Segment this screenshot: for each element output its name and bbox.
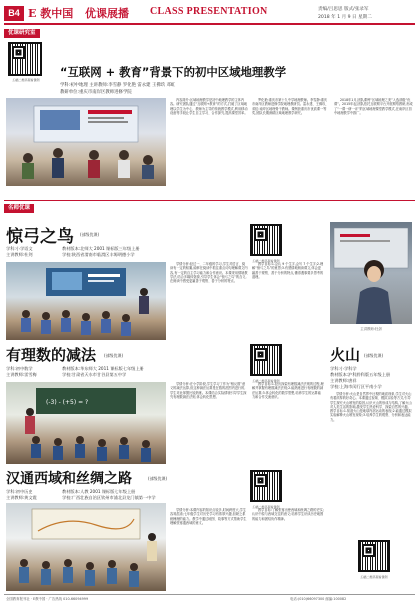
lesson-school: 学校:甘肃省天水市甘谷县第五中学: [62, 372, 127, 377]
lesson-badge: (部级优课): [148, 476, 168, 481]
qr-caption: 扫描二维码观看课例: [252, 259, 280, 263]
footer-left: 全国教育报刊社 · E教中国 · 广告热线 010-66094999: [6, 597, 89, 601]
footer-rule: [4, 594, 415, 595]
qr-caption: 扫描二维码观看课例: [360, 575, 388, 579]
section-divider: [4, 200, 415, 201]
editor-line: 责编/吕思思 版式/张录军: [318, 7, 369, 12]
lesson-objectives-text: 教学目标:1.会认 9 个生字,会写 7 个生字;2.理解“惊弓之鸟”的意思;3.有感情地朗读课文,体会更羸善于观察、善于分析的特点,懂得遇事要多思考的道理。: [252, 262, 324, 279]
lesson-textbook: 教材版本:北师大 2001 课标版三年级上册: [62, 246, 140, 251]
article-column-3: 2018年1月,团队课例“区域地理之美”入选部级“优课”。2015年起,团队依托互联网平台开展网络教研,形成了“一课一研一评”的区域地理课堂教学模式,在南岸区初中地理教学中推广。: [334, 98, 413, 115]
article-subject-line: 学科:初中地理 主讲教师:李雪静 罗化艳 雷永建 王佛玖 邓虹: [60, 83, 176, 88]
qr-caption: 扫描二维码观看课例: [252, 505, 280, 509]
teacher-portrait-caption: 主讲教师:杜剑: [360, 327, 382, 331]
lesson-badge: (部级优课): [364, 353, 384, 358]
date-line: 2018 年 1 月 9 日 星期二: [318, 15, 372, 20]
article-school-line: 教研单位:重庆市南岸区教师进修学院: [60, 90, 132, 95]
lesson-subject: 学科:小学科学: [330, 366, 357, 371]
svg-text:(-3) - (+5) = ?: (-3) - (+5) = ?: [46, 399, 89, 406]
lesson-photo-classroom: [6, 262, 166, 340]
lesson-title: 火山: [330, 346, 361, 364]
lesson-title: 有理数的减法: [6, 346, 97, 364]
lesson-objectives-text: 教学目标:1.经历探索有理数减法法则的过程,理解并掌握有理数减法法则;2.能熟练进行有理数的减法运算;3.体会转化的数学思想,培养学生的运算能力和合作交流意识。: [252, 382, 324, 399]
lesson-objectives-text: 教学目标:了解张骞出使西域和丝绸之路的史实;认识中原与西域交往的意义;培养学生识读历史地图的能力和团结协作精神。: [252, 508, 324, 521]
qr-code-icon[interactable]: [250, 470, 282, 502]
article-column-1: 内容简介:区域地理教学是初中地理教学的主体内容。研究团队通过“互联网+教育”的方式,打破了区域地理以学生为中心、教师为主导的传统教学模式,利用移动设备等手段让学生自主学习、合作探究,提高课堂效率。: [170, 98, 248, 115]
paper-name: E 教中国: [28, 7, 74, 20]
lesson-school: 学校:广西壮族自治区钦州市浦北县龙门镇第一中学: [62, 495, 156, 500]
section-tag-excellent: 优课研究室: [4, 29, 40, 38]
lesson-textbook: 教材版本:人教 2001 课标版七年级上册: [62, 489, 136, 494]
lesson-title: 惊弓之鸟: [6, 227, 74, 247]
article-column-2: 罗化艳:重庆市第十九中学地理教师。李雪静:重庆市南岸区教师进修学院地理教研员。雷永建、王佛玖、邓虹:南岸区地理骨干教师。课例获重庆市优质课一等奖,团队长期深耕区域地理教学研究。: [252, 98, 329, 115]
footer-right: 电话:(010)66097300 邮编:100082: [290, 597, 347, 601]
lesson-teacher: 主讲教师:杜剑: [6, 252, 33, 257]
qr-code-icon[interactable]: [8, 42, 42, 76]
lesson-photo-classroom: [6, 382, 166, 464]
page-code: B4: [4, 6, 24, 21]
section-tag-famous: 名师优课: [4, 204, 34, 213]
qr-code-icon[interactable]: [358, 540, 390, 572]
qr-caption: 扫描二维码观看课例: [252, 379, 280, 383]
lesson-analysis-text: 学情分析:本课内容的知识点较多,时间跨度大,学生容易混淆;七年级学生对历史学习有浓厚兴趣,但缺乏系统梳理的能力。教学中通过地图、故事等方式帮助学生理解张骞通西域的意义。: [170, 508, 247, 525]
masthead-rule: [4, 23, 415, 25]
lesson-analysis-text: 学情分析:在小学阶段,学生学习了作为“相反数”意义的减法运算,但这种减法运算是在数的范围内进行的,学生对此掌握比较熟练。本课结合实际情境引导学生探究有理数减法法则,体会转化思想。: [170, 382, 247, 399]
lesson-subject: 学科:初中历史: [6, 489, 33, 494]
lesson-badge: (部级优课): [104, 353, 124, 358]
column-name-cn: 优课展播: [85, 7, 129, 20]
article-title: “互联网 + 教育”背景下的初中区域地理教学: [60, 65, 287, 79]
column-name-en: CLASS PRESENTATION: [150, 6, 268, 17]
lesson-title: 汉通西域和丝绸之路: [6, 471, 132, 487]
lesson-photo-classroom: [6, 503, 166, 591]
lesson-body-text: 学情分析:火山是自然界中壮观的地质现象,学生对火山有着浓厚的好奇心。本课通过视频、模拟实验等方式,引导学生探究火山喷发的原因,认识火山的形成与结构,了解火山对人类生活的影响,激发学生热爱科学、探索自然的兴趣。教学目标:1.知道火山是地球内部运动的表现;2.能通过模拟实验解释火山喷发现象;3.培养学生的观察、分析和表达能力。: [330, 392, 412, 422]
lesson-teacher: 主讲教师:唐祥: [330, 378, 357, 383]
masthead: [0, 0, 419, 26]
lesson-school: 学校:上海市闵行区平南小学: [330, 384, 382, 389]
lesson-subject: 学科:小学语文: [6, 246, 33, 251]
lesson-analysis-text: 学情分析:经过一、二年级的学习,学生对语言、阅读有一定的积累,能够在阅读中抓住重点词句理解课文内容,有一定的自主学习能力和合作意识。本课采用情境教学法,结合多媒体资源,引导学生体会“惊弓之鸟”的含义,在朗读中感受更羸善于观察、善于分析的特点。: [170, 262, 248, 284]
qr-caption: 扫描二维码观看课例: [12, 78, 40, 82]
qr-code-icon[interactable]: [250, 224, 282, 256]
lesson-textbook: 教材版本:沪科黔科版五年级上册: [330, 372, 391, 377]
lesson-subject: 学科:初中数学: [6, 366, 33, 371]
classroom-photo-research: [6, 98, 166, 186]
qr-code-icon[interactable]: [250, 344, 282, 376]
lesson-teacher: 主讲教师:雷雪梅: [6, 372, 37, 377]
lesson-textbook: 教材版本:华东师大 2011 课标版七年级上册: [62, 366, 144, 371]
lesson-badge: (部级优课): [80, 232, 100, 237]
teacher-portrait: [330, 222, 412, 324]
lesson-school: 学校:陕西省渭南市临渭区丰塬明德小学: [62, 252, 135, 257]
lesson-teacher: 主讲教师:黄文霞: [6, 495, 37, 500]
